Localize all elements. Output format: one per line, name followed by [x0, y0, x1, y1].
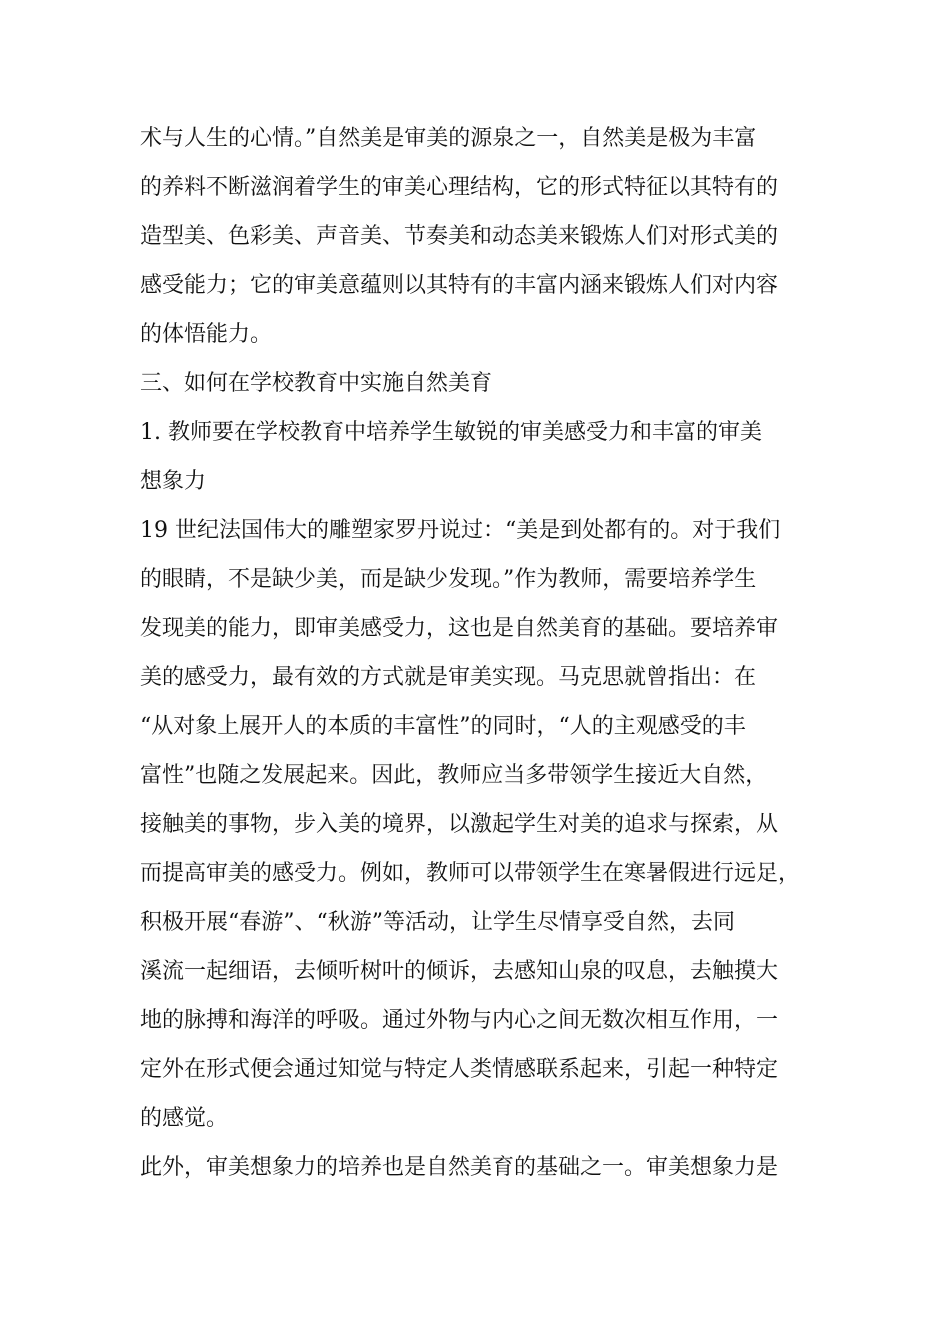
text-line: 造型美、色彩美、声音美、节奏美和动态美来锻炼人们对形式美的	[140, 224, 779, 249]
text-line: 定外在形式便会通过知觉与特定人类情感联系起来，引起一种特定	[140, 1057, 779, 1082]
subsection-heading: 1. 教师要在学校教育中培养学生敏锐的审美感受力和丰富的审美	[140, 420, 762, 445]
section-heading: 三、如何在学校教育中实施自然美育	[140, 371, 493, 396]
body-text	[140, 114, 800, 1192]
text-line: 此外，审美想象力的培养也是自然美育的基础之一。审美想象力是	[140, 1155, 779, 1180]
text-line: 的感觉。	[140, 1106, 229, 1131]
text-line: 的体悟能力。	[140, 322, 273, 347]
text-line: 19 世纪法国伟大的雕塑家罗丹说过：“美是到处都有的。对于我们	[140, 518, 781, 543]
text-line: 富性”也随之发展起来。因此，教师应当多带领学生接近大自然，	[140, 763, 768, 788]
text-line: 的眼睛，不是缺少美，而是缺少发现。”作为教师，需要培养学生	[140, 567, 757, 592]
text-line: 美的感受力，最有效的方式就是审美实现。马克思就曾指出：在	[140, 665, 757, 690]
text-line: 地的脉搏和海洋的呼吸。通过外物与内心之间无数次相互作用，一	[140, 1008, 779, 1033]
text-line: 而提高审美的感受力。例如，教师可以带领学生在寒暑假进行远足，	[140, 861, 801, 886]
subsection-heading-cont: 想象力	[140, 469, 207, 494]
text-line: 感受能力；它的审美意蕴则以其特有的丰富内涵来锻炼人们对内容	[140, 273, 779, 298]
text-line: “从对象上展开人的本质的丰富性”的同时，“人的主观感受的丰	[140, 714, 746, 739]
text-line: 的养料不断滋润着学生的审美心理结构，它的形式特征以其特有的	[140, 175, 779, 200]
text-line: 发现美的能力，即审美感受力，这也是自然美育的基础。要培养审	[140, 616, 779, 641]
text-line: 溪流一起细语，去倾听树叶的倾诉，去感知山泉的叹息，去触摸大	[140, 959, 779, 984]
text-line: 接触美的事物，步入美的境界，以激起学生对美的追求与探索，从	[140, 812, 779, 837]
text-line: 术与人生的心情。”自然美是审美的源泉之一，自然美是极为丰富	[140, 126, 757, 151]
text-line: 积极开展“春游”、“秋游”等活动，让学生尽情享受自然，去同	[140, 910, 735, 935]
